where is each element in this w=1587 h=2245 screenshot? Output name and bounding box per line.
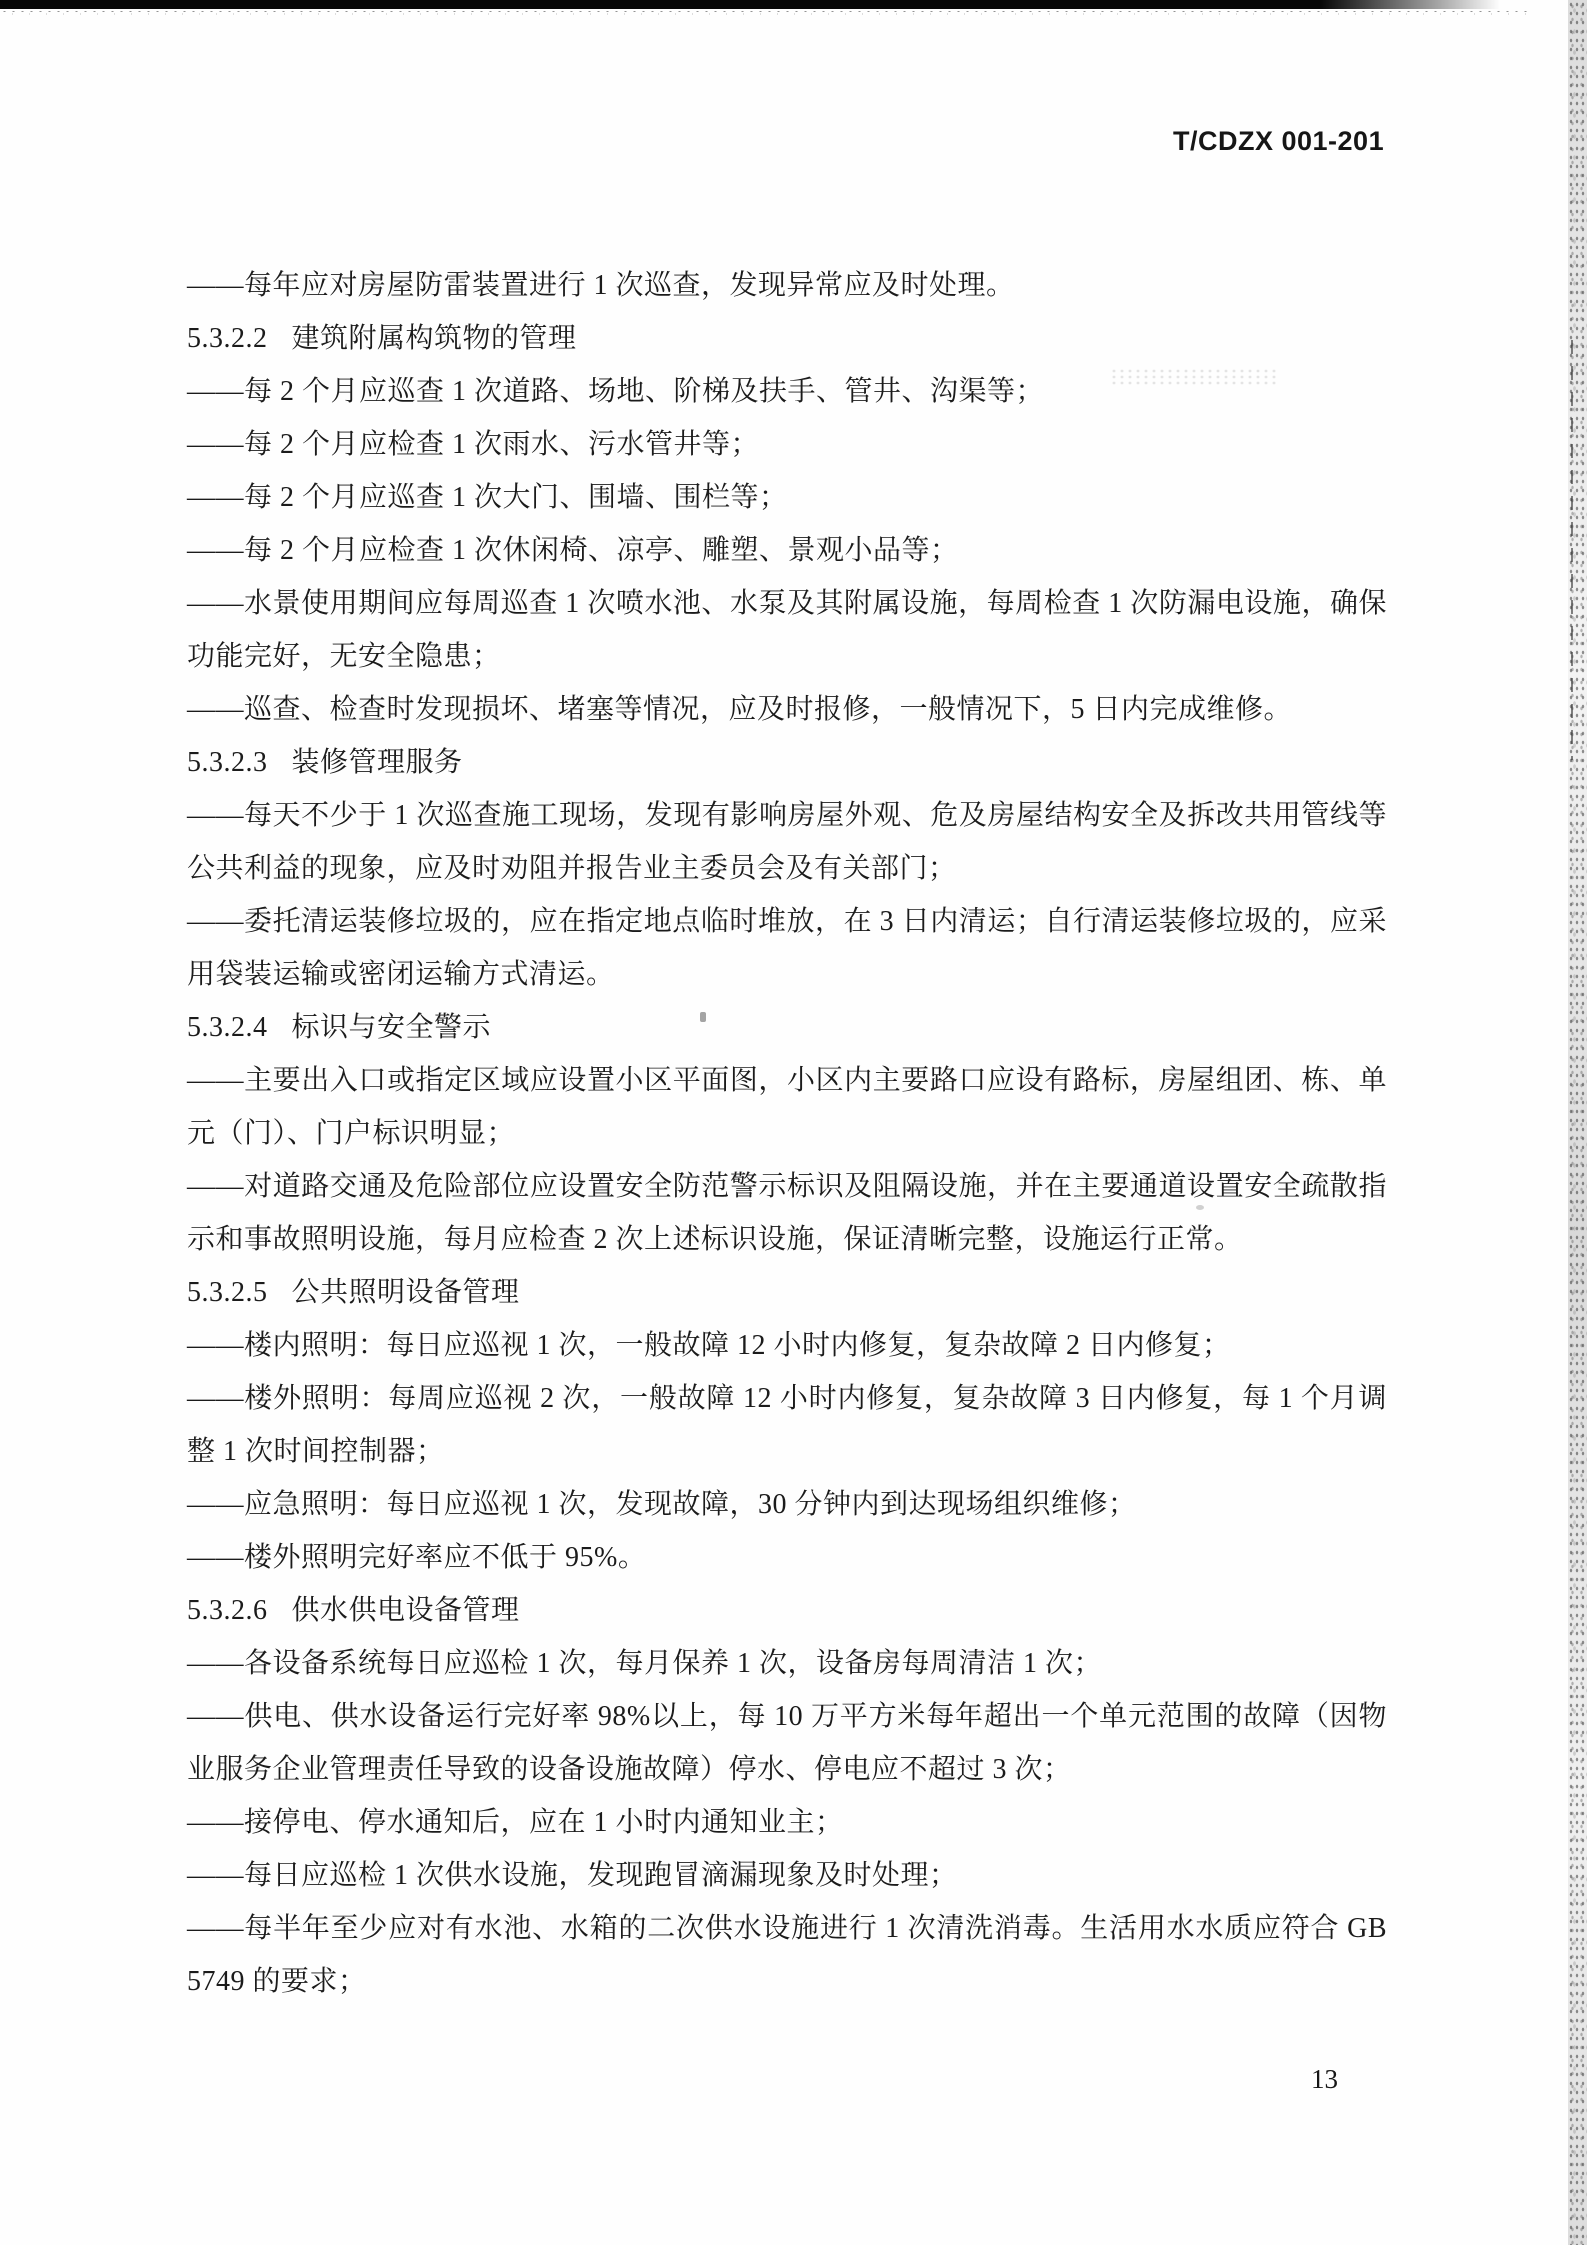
clause-item: ——主要出入口或指定区域应设置小区平面图，小区内主要路口应设有路标，房屋组团、栋、单元（门）、门户标识明显； [187, 1065, 1387, 1149]
section-number: 5.3.2.4 [187, 1012, 268, 1043]
clause-item: ——每 2 个月应检查 1 次休闲椅、凉亭、雕塑、景观小品等； [187, 535, 959, 566]
section-title: 建筑附属构筑物的管理 [291, 323, 577, 354]
section-number: 5.3.2.3 [187, 747, 268, 778]
scan-top-edge-fuzz-artifact [0, 9, 1530, 15]
section-title: 供水供电设备管理 [291, 1595, 520, 1626]
section-heading [187, 312, 1387, 365]
page-number: 13 [1311, 2064, 1338, 2094]
clause-item: ——楼外照明完好率应不低于 95%。 [187, 1542, 647, 1573]
section-number: 5.3.2.5 [187, 1277, 268, 1308]
document-body [187, 259, 1387, 2008]
section-heading [187, 1584, 1387, 1637]
section-title: 标识与安全警示 [291, 1012, 492, 1043]
clause-item: ——各设备系统每日应巡检 1 次，每月保养 1 次，设备房每周清洁 1 次； [187, 1648, 1103, 1679]
clause-item: ——每日应巡检 1 次供水设施，发现跑冒滴漏现象及时处理； [187, 1860, 958, 1891]
section-heading [187, 736, 1387, 789]
scan-right-edge-noise-artifact [1568, 0, 1587, 2245]
clause-item: ——每 2 个月应检查 1 次雨水、污水管井等； [187, 429, 760, 460]
clause-item: ——应急照明：每日应巡视 1 次，发现故障，30 分钟内到达现场组织维修； [187, 1489, 1137, 1520]
clause-item: ——水景使用期间应每周巡查 1 次喷水池、水泵及其附属设施，每周检查 1 次防漏电设施，确保功能完好，无安全隐患； [187, 588, 1387, 672]
clause-item: ——供电、供水设备运行完好率 98%以上，每 10 万平方米每年超出一个单元范围的故障（因物业服务企业管理责任导致的设备设施故障）停水、停电应不超过 3 次； [187, 1701, 1387, 1785]
clause-item: ——每天不少于 1 次巡查施工现场，发现有影响房屋外观、危及房屋结构安全及拆改共用管线等公共利益的现象，应及时劝阻并报告业主委员会及有关部门； [187, 800, 1387, 884]
clause-item: ——楼内照明：每日应巡视 1 次，一般故障 12 小时内修复，复杂故障 2 日内修复； [187, 1330, 1231, 1361]
clause-item: ——对道路交通及危险部位应设置安全防范警示标识及阻隔设施，并在主要通道设置安全疏散指示和事故照明设施，每月应检查 2 次上述标识设施，保证清晰完整，设施运行正常。 [187, 1171, 1387, 1255]
clause-item: ——每年应对房屋防雷装置进行 1 次巡查，发现异常应及时处理。 [187, 270, 1015, 301]
clause-item: ——接停电、停水通知后，应在 1 小时内通知业主； [187, 1807, 844, 1838]
doc-code-header: T/CDZX 001-201 [1173, 126, 1385, 156]
section-number: 5.3.2.2 [187, 323, 268, 354]
clause-item: ——委托清运装修垃圾的，应在指定地点临时堆放，在 3 日内清运；自行清运装修垃圾的，应采用袋装运输或密闭运输方式清运。 [187, 906, 1387, 990]
section-number: 5.3.2.6 [187, 1595, 268, 1626]
scan-top-edge-artifact [0, 0, 1500, 9]
clause-item: ——巡查、检查时发现损坏、堵塞等情况，应及时报修，一般情况下，5 日内完成维修。 [187, 694, 1293, 725]
clause-item: ——每 2 个月应巡查 1 次大门、围墙、围栏等； [187, 482, 788, 513]
section-heading [187, 1001, 1387, 1054]
scan-right-edge-line-artifact [1571, 340, 1573, 760]
section-title: 公共照明设备管理 [291, 1277, 520, 1308]
section-heading [187, 1266, 1387, 1319]
clause-item: ——楼外照明：每周应巡视 2 次，一般故障 12 小时内修复，复杂故障 3 日内修复，每 1 个月调整 1 次时间控制器； [187, 1383, 1387, 1467]
clause-item: ——每 2 个月应巡查 1 次道路、场地、阶梯及扶手、管井、沟渠等； [187, 376, 1045, 407]
section-title: 装修管理服务 [291, 747, 463, 778]
clause-item: ——每半年至少应对有水池、水箱的二次供水设施进行 1 次清洗消毒。生活用水水质应符合 GB 5749 的要求； [187, 1913, 1387, 1997]
